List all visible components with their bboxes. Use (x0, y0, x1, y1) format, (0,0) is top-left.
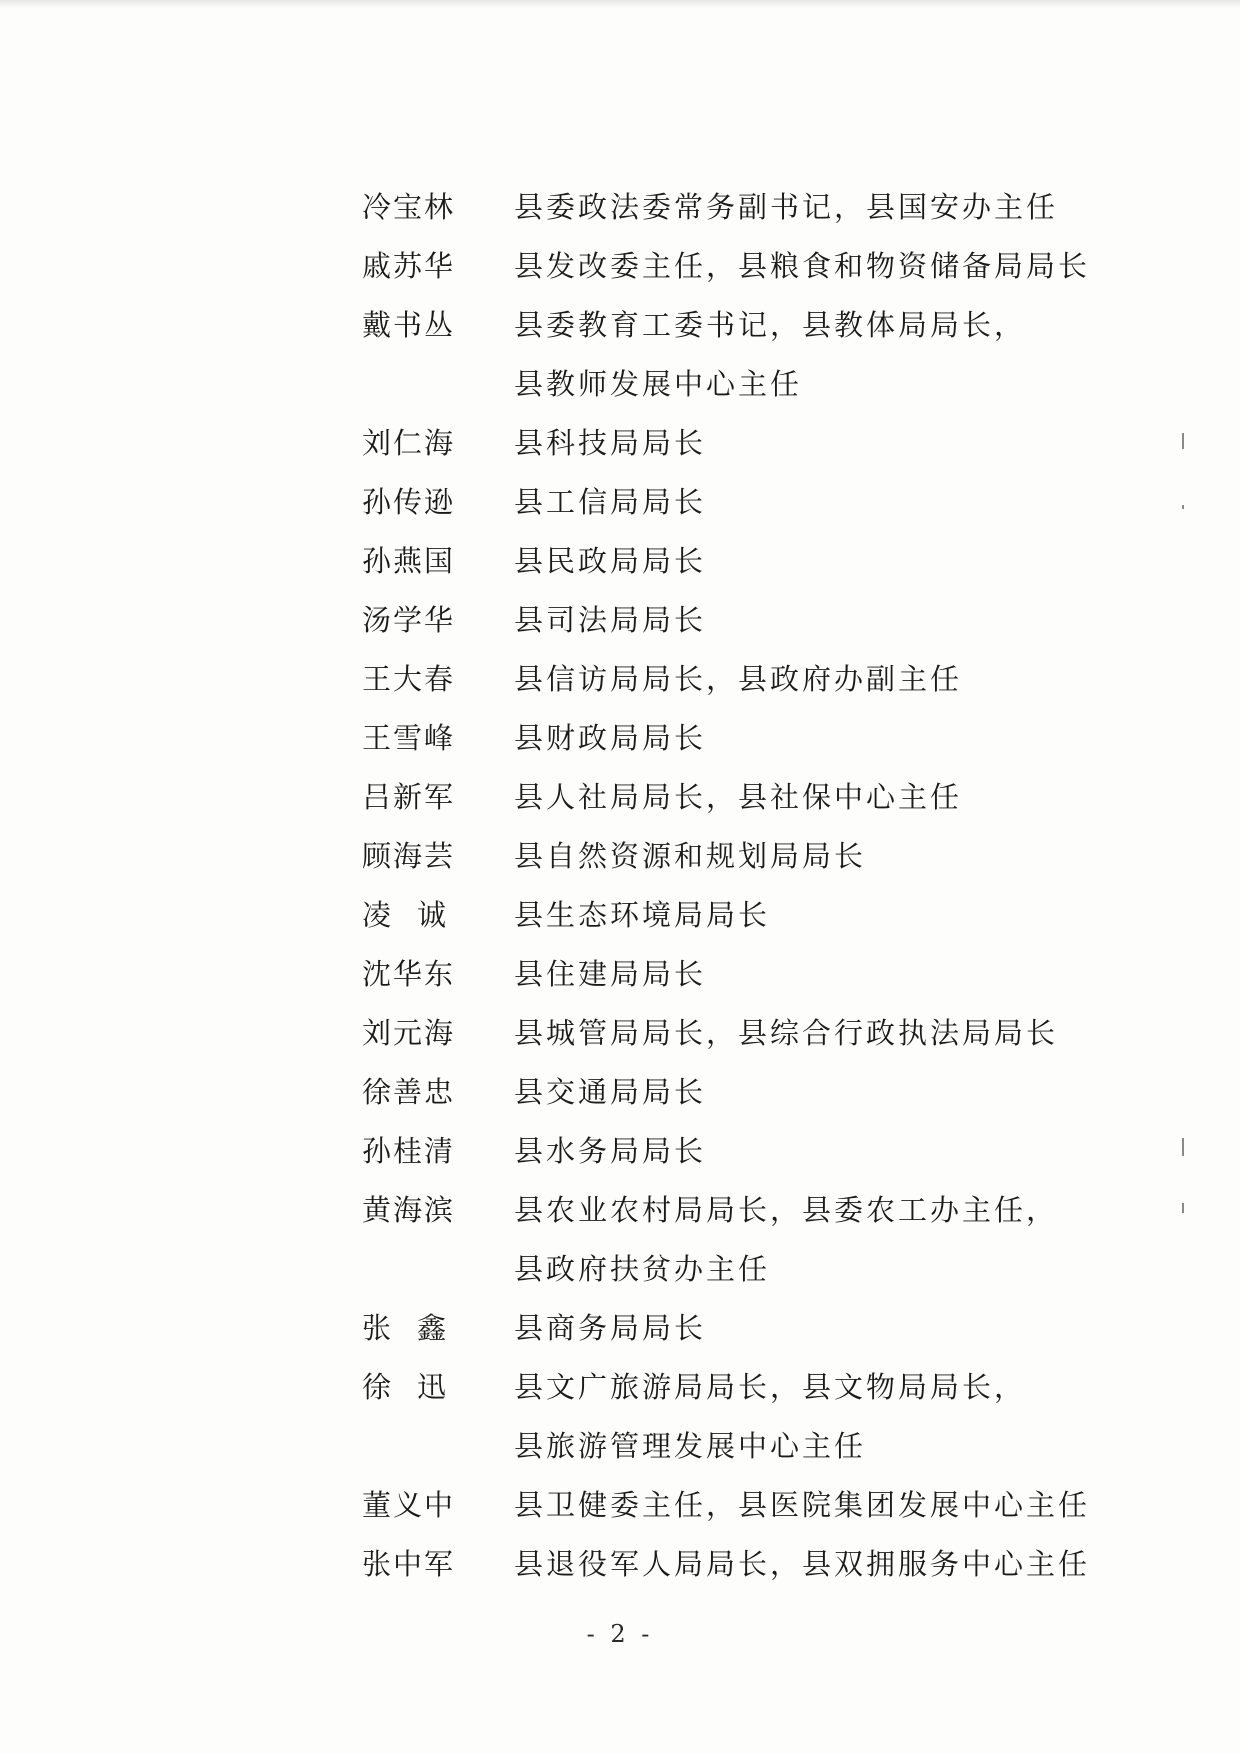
scan-mark (1182, 1203, 1184, 1213)
duty-line: 县民政局局长 (514, 544, 707, 578)
person-duties (514, 237, 1182, 296)
roster-row (362, 473, 1182, 532)
duty-line: 县生态环境局局长 (514, 898, 771, 932)
person-name: 戴书丛 (362, 308, 456, 342)
roster-row (362, 237, 1182, 296)
duty-line: 县文广旅游局局长，县文物局局长， (514, 1370, 1027, 1404)
roster-row (362, 1181, 1182, 1299)
roster-row (362, 945, 1182, 1004)
duty-line: 县科技局局长 (514, 426, 707, 460)
person-name: 沈华东 (362, 957, 456, 991)
person-duties (514, 768, 1182, 827)
person-duties (514, 1476, 1182, 1535)
person-duties (514, 532, 1182, 591)
scan-top-edge (0, 0, 1240, 8)
person-name: 徐善忠 (362, 1075, 456, 1109)
scan-mark (1182, 433, 1184, 449)
person-duties (514, 1122, 1182, 1181)
duty-line: 县退役军人局局长，县双拥服务中心主任 (514, 1547, 1091, 1581)
duty-line: 县农业农村局局长，县委农工办主任， (514, 1193, 1059, 1227)
roster-row (362, 886, 1182, 945)
roster-row (362, 178, 1182, 237)
person-name: 凌诚 (362, 898, 473, 932)
person-name: 顾海芸 (362, 839, 456, 873)
duty-line: 县司法局局长 (514, 603, 707, 637)
person-duties (514, 709, 1182, 768)
duty-line: 县教师发展中心主任 (514, 367, 803, 401)
duty-line: 县交通局局长 (514, 1075, 707, 1109)
roster-list (362, 178, 1182, 1594)
person-name: 董义中 (362, 1488, 456, 1522)
person-duties (514, 1358, 1182, 1476)
person-name: 吕新军 (362, 780, 456, 814)
duty-line: 县委教育工委书记，县教体局局长， (514, 308, 1027, 342)
person-duties (514, 178, 1182, 237)
duty-line: 县旅游管理发展中心主任 (514, 1429, 867, 1463)
roster-row (362, 709, 1182, 768)
person-name: 孙燕国 (362, 544, 456, 578)
roster-row (362, 827, 1182, 886)
person-name: 戚苏华 (362, 249, 456, 283)
roster-row (362, 650, 1182, 709)
person-name: 黄海滨 (362, 1193, 456, 1227)
person-duties (514, 945, 1182, 1004)
duty-line: 县住建局局长 (514, 957, 707, 991)
scan-mark (1182, 505, 1184, 509)
roster-row (362, 1535, 1182, 1594)
person-name: 孙桂清 (362, 1134, 456, 1168)
person-name: 徐迅 (362, 1370, 473, 1404)
duty-line: 县委政法委常务副书记，县国安办主任 (514, 190, 1059, 224)
person-name: 张中军 (362, 1547, 456, 1581)
duty-line: 县工信局局长 (514, 485, 707, 519)
person-duties (514, 473, 1182, 532)
person-duties (514, 296, 1182, 414)
person-duties (514, 827, 1182, 886)
roster-row (362, 296, 1182, 414)
roster-row (362, 414, 1182, 473)
roster-row (362, 1063, 1182, 1122)
person-duties (514, 1181, 1182, 1299)
roster-row (362, 591, 1182, 650)
person-name: 刘仁海 (362, 426, 456, 460)
scan-mark (1182, 1138, 1184, 1156)
roster-row (362, 1122, 1182, 1181)
roster-row (362, 1004, 1182, 1063)
duty-line: 县人社局局长，县社保中心主任 (514, 780, 963, 814)
duty-line: 县自然资源和规划局局长 (514, 839, 867, 873)
person-name: 孙传逊 (362, 485, 456, 519)
person-name: 张鑫 (362, 1311, 473, 1345)
roster-row (362, 1299, 1182, 1358)
person-duties (514, 1299, 1182, 1358)
person-duties (514, 591, 1182, 650)
duty-line: 县商务局局长 (514, 1311, 707, 1345)
person-duties (514, 1063, 1182, 1122)
roster-row (362, 532, 1182, 591)
duty-line: 县政府扶贫办主任 (514, 1252, 771, 1286)
duty-line: 县发改委主任，县粮食和物资储备局局长 (514, 249, 1091, 283)
roster-row (362, 768, 1182, 827)
duty-line: 县水务局局长 (514, 1134, 707, 1168)
roster-row (362, 1476, 1182, 1535)
person-name: 王大春 (362, 662, 456, 696)
person-duties (514, 650, 1182, 709)
duty-line: 县城管局局长，县综合行政执法局局长 (514, 1016, 1059, 1050)
person-name: 冷宝林 (362, 190, 456, 224)
person-duties (514, 1535, 1182, 1594)
duty-line: 县信访局局长，县政府办副主任 (514, 662, 963, 696)
page-number: - 2 - (586, 1620, 654, 1648)
person-name: 王雪峰 (362, 721, 456, 755)
duty-line: 县卫健委主任，县医院集团发展中心主任 (514, 1488, 1091, 1522)
person-duties (514, 1004, 1182, 1063)
duty-line: 县财政局局长 (514, 721, 707, 755)
person-duties (514, 886, 1182, 945)
person-name: 汤学华 (362, 603, 456, 637)
person-duties (514, 414, 1182, 473)
person-name: 刘元海 (362, 1016, 456, 1050)
roster-row (362, 1358, 1182, 1476)
